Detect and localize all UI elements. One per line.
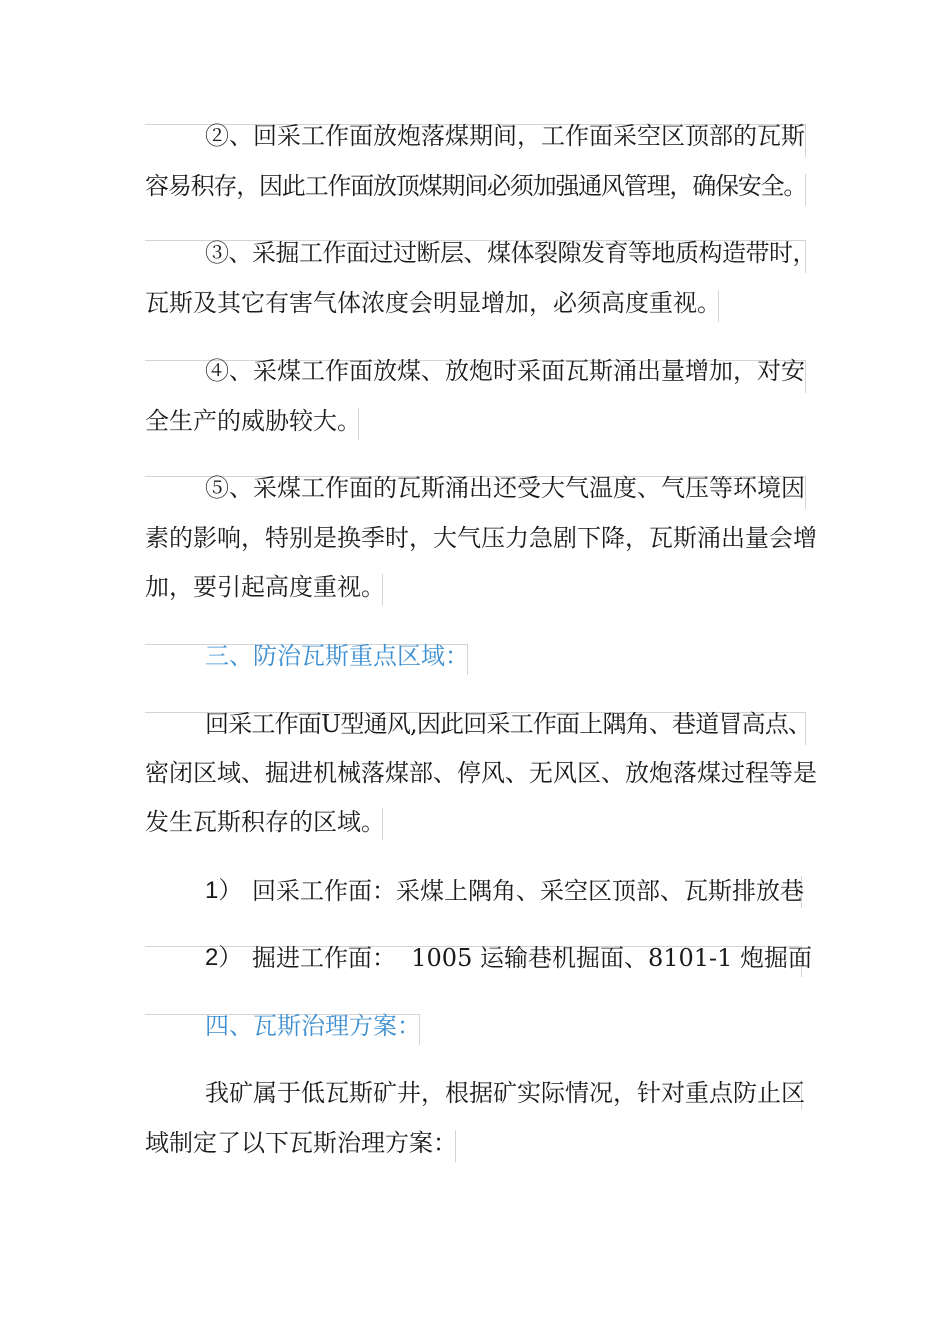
paragraph-line: 全生产的威胁较大。 (145, 407, 361, 435)
paragraph-line: ④、采煤工作面放煤、放炮时采面瓦斯涌出量增加，对安 (205, 357, 805, 385)
paragraph-line: 我矿属于低瓦斯矿井，根据矿实际情况，针对重点防止区 (205, 1079, 805, 1107)
paragraph-line: 回采工作面U型通风,因此回采工作面上隅角、巷道冒高点、 (205, 710, 812, 738)
list-item: 回采工作面：采煤上隅角、采空区顶部、瓦斯排放巷 (252, 877, 804, 905)
paragraph-line: ③、采掘工作面过过断层、煤体裂隙发育等地质构造带时， (205, 239, 816, 267)
list-item-number: 2） (205, 944, 243, 971)
paragraph-line: ②、回采工作面放炮落煤期间，工作面采空区顶部的瓦斯 (205, 122, 805, 150)
paragraph-line: 域制定了以下瓦斯治理方案： (145, 1129, 457, 1157)
section-heading: 三、防治瓦斯重点区域： (205, 642, 469, 670)
section-heading: 四、瓦斯治理方案： (205, 1012, 421, 1040)
paragraph-line: 素的影响，特别是换季时，大气压力急剧下降，瓦斯涌出量会增 (145, 524, 817, 552)
paragraph-line: 密闭区域、掘进机械落煤部、停风、无风区、放炮落煤过程等是 (145, 759, 817, 787)
paragraph-line: 发生瓦斯积存的区域。 (145, 808, 385, 836)
list-item: 掘进工作面： 1005 运输巷机掘面、8101-1 炮掘面 (252, 944, 813, 972)
paragraph-line: 加，要引起高度重视。 (145, 573, 385, 601)
paragraph-line: ⑤、采煤工作面的瓦斯涌出还受大气温度、气压等环境因 (205, 474, 805, 502)
paragraph-line: 瓦斯及其它有害气体浓度会明显增加，必须高度重视。 (145, 289, 721, 317)
list-item-number: 1） (205, 877, 243, 904)
paragraph-line: 容易积存，因此工作面放顶煤期间必须加强通风管理，确保安全。 (145, 172, 807, 200)
